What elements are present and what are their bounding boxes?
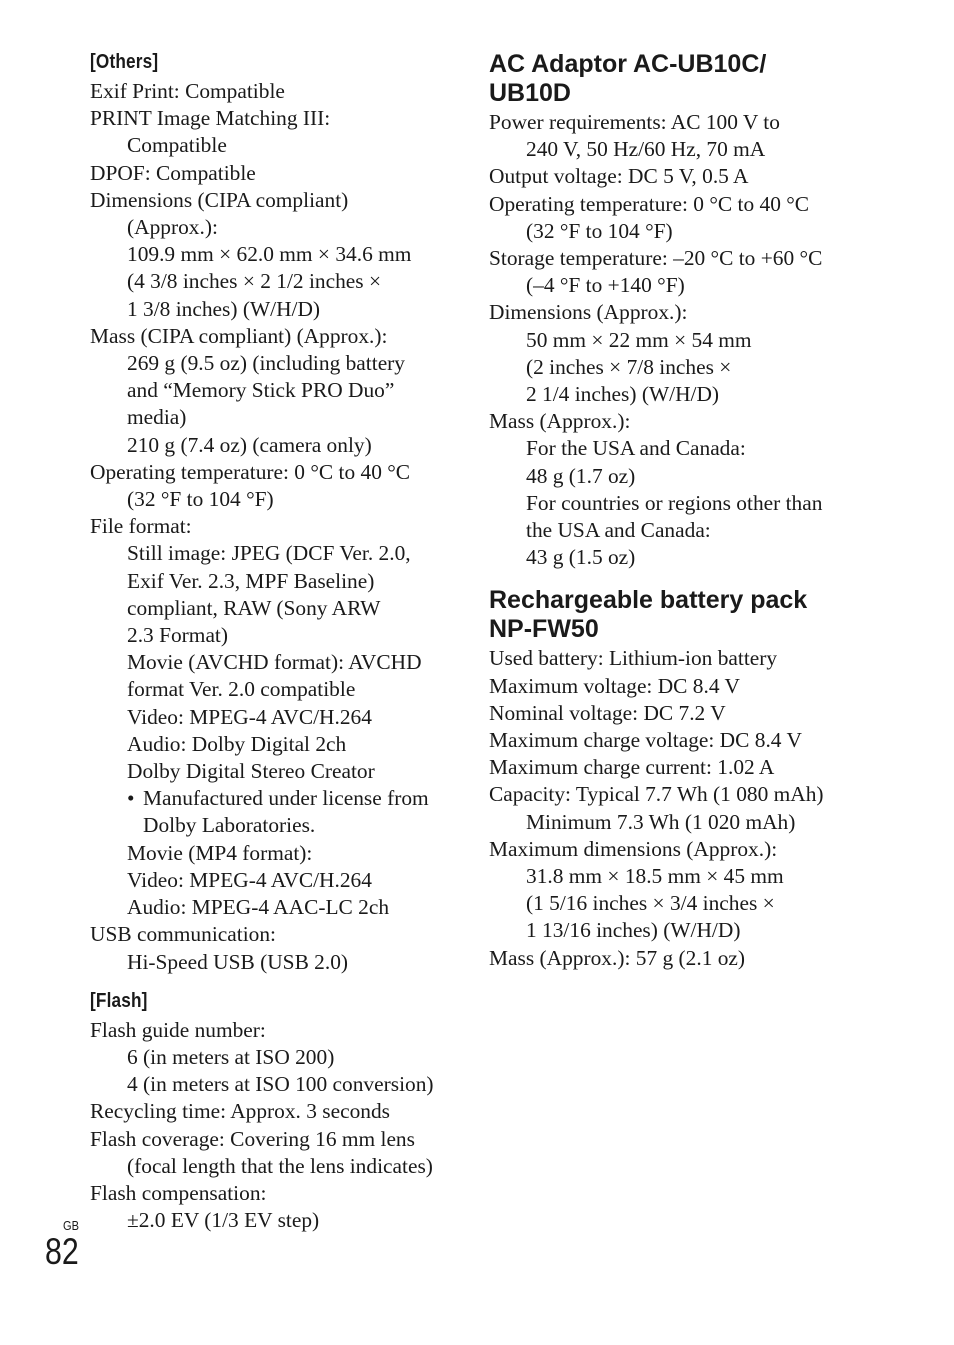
license-note [90, 785, 460, 812]
heading-line: Rechargeable battery pack [489, 586, 808, 615]
spec-line: Exif Ver. 2.3, MPF Baseline) [127, 568, 375, 593]
others-heading: [Others] [90, 51, 159, 73]
spec-line: Maximum charge voltage: DC 8.4 V [489, 728, 802, 753]
spec-line: 1 3/8 inches) (W/H/D) [127, 296, 321, 321]
spec-line: Exif Print: Compatible [90, 79, 285, 103]
spec-line: media) [127, 405, 187, 430]
spec-line: (32 °F to 104 °F) [127, 487, 274, 512]
spec-line: Mass (Approx.): 57 g (2.1 oz) [489, 945, 746, 970]
spec-line: Movie (AVCHD format): AVCHD [127, 650, 422, 675]
spec-line: 269 g (9.5 oz) (including battery [127, 351, 406, 376]
spec-line: DPOF: Compatible [90, 160, 256, 185]
spec-line: 2.3 Format) [127, 623, 228, 648]
spec-line: Manufactured under license from [143, 786, 429, 811]
spec-line: 43 g (1.5 oz) [526, 545, 636, 570]
spec-line: Operating temperature: 0 °C to 40 °C [90, 459, 411, 484]
left-column [90, 46, 460, 1234]
spec-line: (Approx.): [127, 215, 218, 240]
spec-line: USB communication: [90, 922, 276, 947]
spec-line: (1 5/16 inches × 3/4 inches × [526, 891, 775, 916]
battery-pack-heading [489, 586, 889, 644]
spec-line: the USA and Canada: [526, 518, 711, 543]
region-code: GB [63, 1218, 79, 1233]
spec-line: Compatible [127, 133, 227, 158]
spec-line: (4 3/8 inches × 2 1/2 inches × [127, 269, 382, 294]
spec-line: Mass (Approx.): [489, 409, 631, 434]
spec-line: Dolby Laboratories. [143, 813, 316, 838]
ac-adaptor-heading [489, 50, 889, 108]
spec-line: Output voltage: DC 5 V, 0.5 A [489, 164, 749, 189]
spec-line: Recycling time: Approx. 3 seconds [90, 1099, 391, 1124]
flash-heading: [Flash] [90, 989, 148, 1012]
spec-line: Used battery: Lithium-ion battery [489, 646, 778, 671]
right-column [489, 46, 889, 972]
spec-line: Flash compensation: [90, 1180, 267, 1205]
spec-line: 50 mm × 22 mm × 54 mm [526, 327, 752, 352]
spec-line: Flash guide number: [90, 1017, 266, 1042]
spec-line: Flash coverage: Covering 16 mm lens [90, 1126, 415, 1151]
spec-line: 4 (in meters at ISO 100 conversion) [127, 1072, 434, 1097]
spec-line: File format: [90, 514, 192, 539]
page-number: 82 [45, 1231, 79, 1272]
spec-line: Capacity: Typical 7.7 Wh (1 080 mAh) [489, 782, 824, 807]
spec-line: Maximum voltage: DC 8.4 V [489, 673, 740, 698]
spec-line: Audio: Dolby Digital 2ch [127, 731, 347, 756]
spec-line: Dolby Digital Stereo Creator [127, 759, 375, 784]
spec-line: 2 1/4 inches) (W/H/D) [526, 382, 720, 407]
spec-line: 31.8 mm × 18.5 mm × 45 mm [526, 864, 784, 889]
spec-line: Hi-Speed USB (USB 2.0) [127, 949, 349, 974]
spec-line: For countries or regions other than [526, 490, 823, 515]
spec-line: Still image: JPEG (DCF Ver. 2.0, [127, 541, 411, 566]
spec-line: Mass (CIPA compliant) (Approx.): [90, 323, 388, 348]
spec-line: 6 (in meters at ISO 200) [127, 1044, 335, 1069]
spec-line: Audio: MPEG-4 AAC-LC 2ch [127, 895, 390, 920]
spec-line: Movie (MP4 format): [127, 840, 313, 865]
spec-line: 240 V, 50 Hz/60 Hz, 70 mA [526, 137, 766, 162]
heading-line: NP-FW50 [489, 615, 599, 644]
spec-line: Dimensions (Approx.): [489, 300, 688, 325]
spec-line: 210 g (7.4 oz) (camera only) [127, 432, 372, 457]
heading-line: UB10D [489, 79, 571, 107]
spec-line: 1 13/16 inches) (W/H/D) [526, 918, 741, 943]
spec-line: (32 °F to 104 °F) [526, 218, 673, 243]
spec-line: Nominal voltage: DC 7.2 V [489, 700, 726, 725]
spec-line: format Ver. 2.0 compatible [127, 677, 356, 702]
spec-line: Operating temperature: 0 °C to 40 °C [489, 191, 810, 216]
spec-line: and “Memory Stick PRO Duo” [127, 378, 395, 403]
heading-line: AC Adaptor AC-UB10C/ [489, 50, 767, 78]
spec-line: For the USA and Canada: [526, 436, 746, 461]
spec-line: Video: MPEG-4 AVC/H.264 [127, 867, 372, 892]
spec-line: PRINT Image Matching III: [90, 106, 331, 131]
spec-line: Maximum dimensions (Approx.): [489, 836, 778, 861]
spec-line: Storage temperature: –20 °C to +60 °C [489, 246, 823, 271]
spec-line: Maximum charge current: 1.02 A [489, 755, 775, 780]
spec-line: compliant, RAW (Sony ARW [127, 595, 381, 620]
spec-line: ±2.0 EV (1/3 EV step) [127, 1208, 320, 1233]
spec-line: (–4 °F to +140 °F) [526, 273, 685, 298]
spec-line: 109.9 mm × 62.0 mm × 34.6 mm [127, 242, 412, 267]
spec-line: Video: MPEG-4 AVC/H.264 [127, 704, 372, 729]
spec-line: (focal length that the lens indicates) [127, 1153, 433, 1178]
bullet-icon: • [127, 786, 135, 811]
spec-line: Power requirements: AC 100 V to [489, 110, 780, 134]
spec-line: Dimensions (CIPA compliant) [90, 187, 349, 212]
spec-line: Minimum 7.3 Wh (1 020 mAh) [526, 809, 796, 834]
spec-line: (2 inches × 7/8 inches × [526, 354, 732, 379]
spec-line: 48 g (1.7 oz) [526, 463, 636, 488]
